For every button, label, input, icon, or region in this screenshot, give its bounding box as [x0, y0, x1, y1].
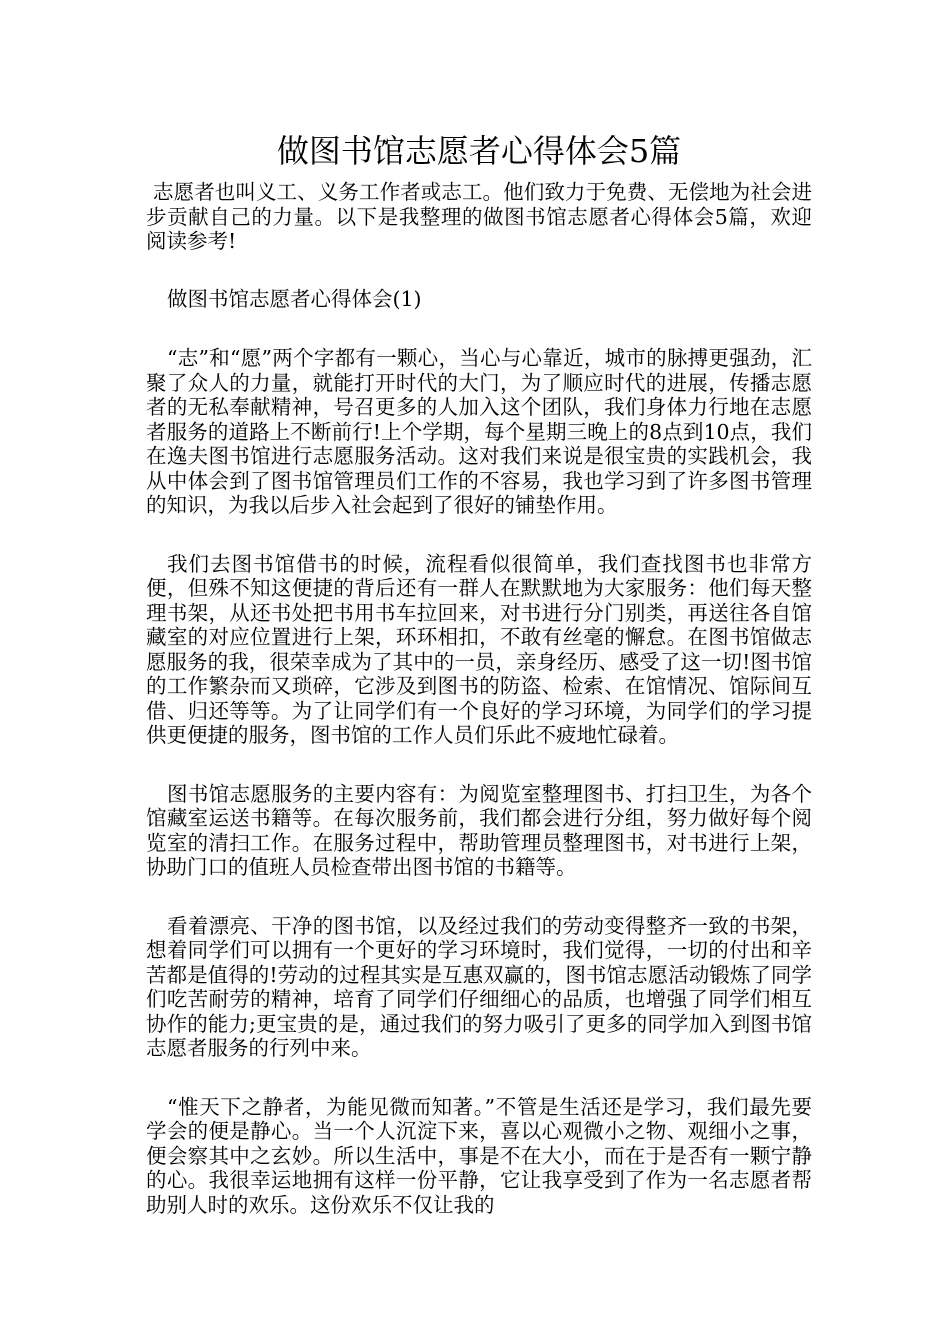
intro-paragraph: 志愿者也叫义工、义务工作者或志工。他们致力于免费、无偿地为社会进步贡献自己的力量。以下是我整理的做图书馆志愿者心得体会5篇，欢迎阅读参考!: [146, 180, 812, 253]
body-paragraph-4: 看着漂亮、干净的图书馆，以及经过我们的劳动变得整齐一致的书架，想着同学们可以拥有一个更好的学习环境时，我们觉得，一切的付出和辛苦都是值得的!劳动的过程其实是互惠双赢的，图书馆志愿活动锻炼了同学们吃苦耐劳的精神，培育了同学们仔细细心的品质，也增强了同学们相互协作的能力;更宝贵的是，通过我们的努力吸引了更多的同学加入到图书馆志愿者服务的行列中来。: [146, 913, 812, 1060]
section-heading: 做图书馆志愿者心得体会(1): [167, 286, 422, 311]
body-paragraph-1: “志”和“愿”两个字都有一颗心，当心与心靠近，城市的脉搏更强劲，汇聚了众人的力量，就能打开时代的大门，为了顺应时代的进展，传播志愿者的无私奉献精神，号召更多的人加入这个团队，我们身体力行地在志愿者服务的道路上不断前行!上个学期，每个星期三晚上的8点到10点，我们在逸夫图书馆进行志愿服务活动。这对我们来说是很宝贵的实践机会，我从中体会到了图书馆管理员们工作的不容易，我也学习到了许多图书管理的知识，为我以后步入社会起到了很好的铺垫作用。: [146, 346, 812, 517]
body-paragraph-2: 我们去图书馆借书的时候，流程看似很简单，我们查找图书也非常方便，但殊不知这便捷的背后还有一群人在默默地为大家服务：他们每天整理书架，从还书处把书用书车拉回来，对书进行分门别类，再送往各自馆藏室的对应位置进行上架，环环相扣，不敢有丝毫的懈怠。在图书馆做志愿服务的我，很荣幸成为了其中的一员，亲身经历、感受了这一切!图书馆的工作繁杂而又琐碎，它涉及到图书的防盗、检索、在馆情况、馆际间互借、归还等等。为了让同学们有一个良好的学习环境，为同学们的学习提供更便捷的服务，图书馆的工作人员们乐此不疲地忙碌着。: [146, 551, 812, 747]
document-body: [146, 128, 812, 1251]
body-paragraph-5: “惟天下之静者，为能见微而知著。”不管是生活还是学习，我们最先要学会的便是静心。当一个人沉淀下来，喜以心观微小之物、观细小之事，便会察其中之玄妙。所以生活中，事是不在大小，而在于是否有一颗宁静的心。我很幸运地拥有这样一份平静，它让我享受到了作为一名志愿者帮助别人时的欢乐。这份欢乐不仅让我的: [146, 1094, 812, 1217]
document-title: 做图书馆志愿者心得体会5篇: [276, 132, 682, 170]
body-paragraph-3: 图书馆志愿服务的主要内容有：为阅览室整理图书、打扫卫生，为各个馆藏室运送书籍等。在每次服务前，我们都会进行分组，努力做好每个阅览室的清扫工作。在服务过程中，帮助管理员整理图书，对书进行上架，协助门口的值班人员检查带出图书馆的书籍等。: [146, 781, 812, 879]
